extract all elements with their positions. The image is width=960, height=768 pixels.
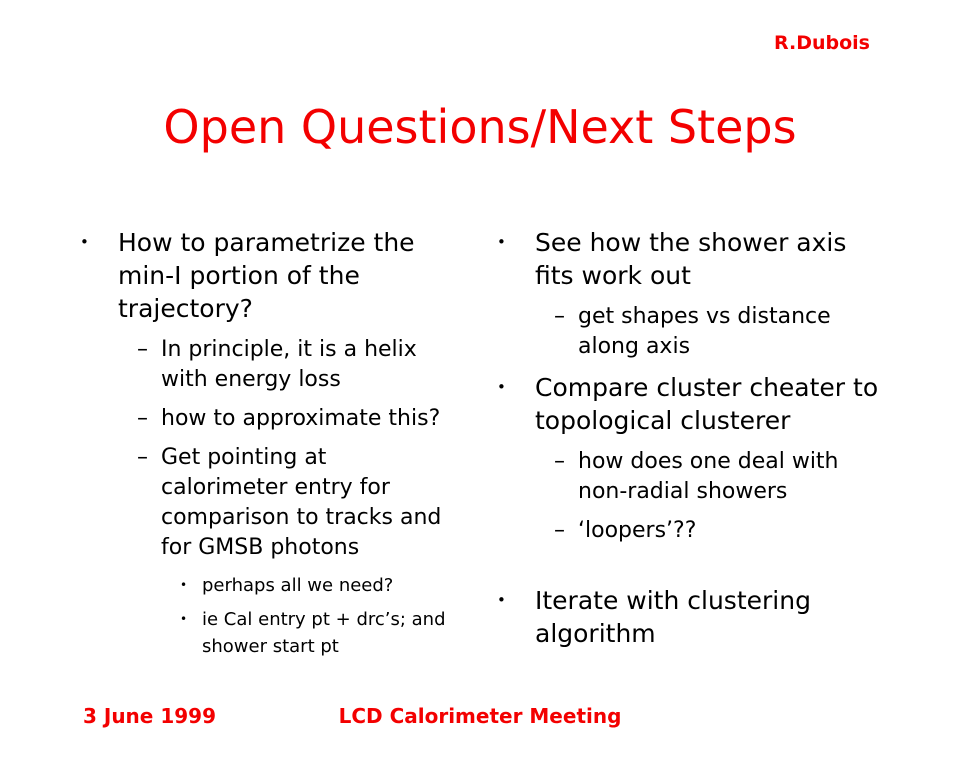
bullet-marker: – xyxy=(554,304,565,329)
bullet-text xyxy=(161,335,490,395)
bullet-item xyxy=(137,404,490,434)
bullet-text xyxy=(118,226,490,325)
text-line: In principle, it is a helix xyxy=(161,337,417,362)
text-line: topological clusterer xyxy=(535,406,791,435)
column-right xyxy=(497,226,937,660)
bullet-marker: • xyxy=(180,578,188,592)
bullet-text xyxy=(161,404,490,434)
text-line: min-I portion of the xyxy=(118,261,360,290)
text-line: Compare cluster cheater to xyxy=(535,373,879,402)
bullet-marker: – xyxy=(137,406,148,431)
bullet-text xyxy=(535,371,937,437)
bullet-item xyxy=(554,302,937,362)
text-line: Get pointing at xyxy=(161,445,327,470)
bullet-text xyxy=(535,226,937,292)
text-line: fits work out xyxy=(535,261,691,290)
text-line: for GMSB photons xyxy=(161,535,360,560)
bullet-marker: • xyxy=(497,378,506,396)
bullet-marker: – xyxy=(137,445,148,470)
bullet-text xyxy=(202,572,490,599)
bullet-text xyxy=(202,606,490,660)
text-line: along axis xyxy=(578,334,691,359)
bullet-item xyxy=(554,447,937,507)
bullet-marker: • xyxy=(80,233,89,251)
bullet-text xyxy=(578,302,937,362)
bullet-item xyxy=(554,516,937,546)
bullet-item xyxy=(180,572,490,599)
text-line: Iterate with clustering xyxy=(535,586,811,615)
text-line: comparison to tracks and xyxy=(161,505,442,530)
text-line: calorimeter entry for xyxy=(161,475,390,500)
bullet-item xyxy=(180,606,490,660)
bullet-item xyxy=(137,335,490,395)
bullet-text xyxy=(535,584,937,650)
bullet-marker: • xyxy=(180,612,188,626)
text-line: See how the shower axis xyxy=(535,228,847,257)
bullet-item xyxy=(80,226,490,325)
bullet-text xyxy=(578,516,937,546)
text-line: shower start pt xyxy=(202,636,339,657)
text-line: trajectory? xyxy=(118,294,253,323)
slide-title: Open Questions/Next Steps xyxy=(163,100,797,154)
bullet-text xyxy=(578,447,937,507)
text-line: ie Cal entry pt + drc’s; and xyxy=(202,609,446,630)
bullet-item xyxy=(497,371,937,437)
bullet-marker: – xyxy=(554,449,565,474)
bullet-marker: • xyxy=(497,591,506,609)
text-line: non-radial showers xyxy=(578,479,788,504)
bullet-item xyxy=(497,226,937,292)
text-line: with energy loss xyxy=(161,367,341,392)
text-line: How to parametrize the xyxy=(118,228,415,257)
text-line: algorithm xyxy=(535,619,656,648)
text-line: how does one deal with xyxy=(578,449,839,474)
text-line: perhaps all we need? xyxy=(202,575,394,596)
bullet-text xyxy=(161,443,490,563)
text-line: ‘loopers’?? xyxy=(578,518,697,543)
text-line: how to approximate this? xyxy=(161,406,441,431)
footer-meeting: LCD Calorimeter Meeting xyxy=(338,704,622,728)
bullet-marker: – xyxy=(554,518,565,543)
bullet-marker: – xyxy=(137,337,148,362)
bullet-item xyxy=(137,443,490,563)
author-name: R.Dubois xyxy=(774,32,870,54)
bullet-item xyxy=(497,584,937,650)
column-left xyxy=(80,226,490,667)
bullet-marker: • xyxy=(497,233,506,251)
text-line: get shapes vs distance xyxy=(578,304,831,329)
footer-date: 3 June 1999 xyxy=(83,704,216,728)
